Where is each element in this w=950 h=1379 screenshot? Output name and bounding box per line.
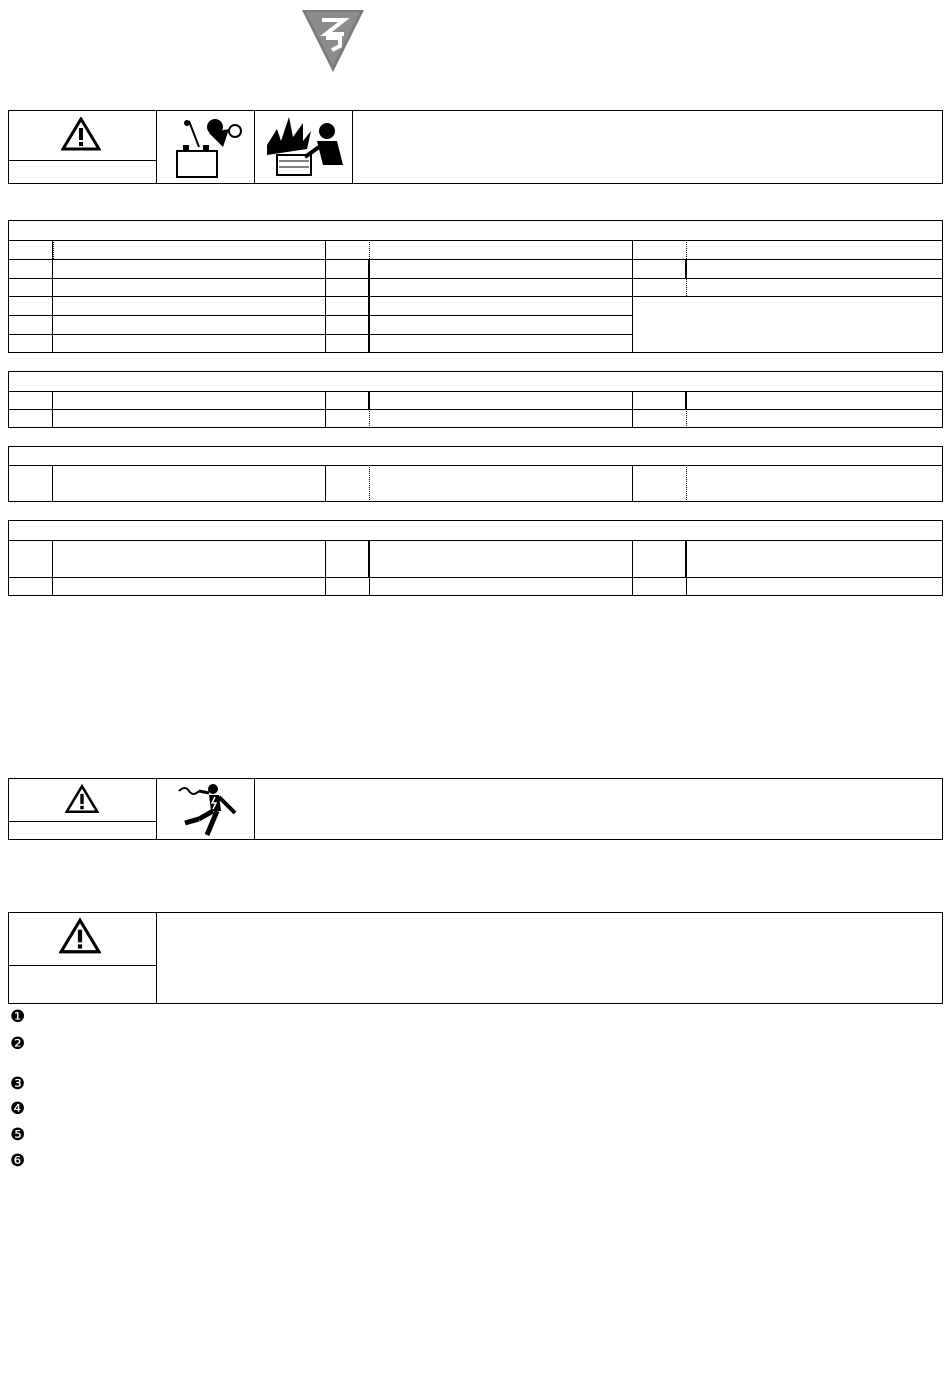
row-line — [9, 240, 942, 241]
col-line — [368, 540, 370, 577]
col-line — [325, 391, 326, 428]
warning-header-divider — [9, 965, 156, 966]
warning-triangle-icon — [61, 117, 101, 155]
col-line — [368, 259, 370, 353]
brand-logo-icon — [300, 8, 366, 74]
col-line — [685, 391, 687, 409]
warning-header-divider — [9, 821, 156, 822]
row-line — [9, 409, 942, 410]
col-line — [686, 409, 687, 428]
col-line — [686, 465, 687, 502]
step-marker-4: ❹ — [10, 1099, 26, 1119]
spec-table-3 — [8, 446, 943, 502]
col-line — [632, 240, 633, 353]
divider — [254, 111, 255, 183]
row-line — [9, 391, 942, 392]
step-marker-1: ❶ — [10, 1007, 26, 1027]
battery-acid-icon — [169, 117, 249, 183]
brand-logo — [300, 8, 366, 74]
col-line — [632, 465, 633, 502]
col-line — [369, 465, 370, 502]
col-line — [632, 540, 633, 596]
row-line — [9, 540, 942, 541]
row-line — [9, 315, 632, 316]
spec-table-1 — [8, 220, 943, 353]
col-line — [52, 540, 53, 596]
col-line — [368, 391, 370, 409]
warning-box-general — [8, 912, 943, 1004]
col-line — [369, 240, 370, 259]
spec-table-4 — [8, 520, 943, 596]
step-marker-6: ❻ — [10, 1151, 26, 1171]
warning-header-divider — [9, 160, 156, 161]
col-line — [52, 391, 53, 428]
steps-list — [0, 1007, 950, 1171]
col-line — [686, 240, 687, 259]
step-marker-2: ❷ — [10, 1034, 26, 1054]
row-line — [9, 259, 942, 260]
col-line — [369, 409, 370, 428]
col-line — [632, 391, 633, 428]
warning-box-battery — [8, 110, 943, 184]
divider — [156, 779, 157, 839]
col-line — [369, 577, 370, 596]
col-line — [325, 240, 326, 353]
divider — [156, 111, 157, 183]
explosion-icon — [263, 115, 349, 185]
step-marker-3: ❸ — [10, 1074, 26, 1094]
spec-table-2 — [8, 371, 943, 428]
step-marker-5: ❺ — [10, 1125, 26, 1145]
col-line — [52, 465, 53, 502]
col-line — [686, 577, 687, 596]
divider — [352, 111, 353, 183]
electric-shock-icon — [175, 783, 245, 841]
row-line — [9, 465, 942, 466]
warning-box-electric — [8, 778, 943, 840]
row-line — [9, 334, 632, 335]
row-line — [9, 577, 942, 578]
col-line — [325, 465, 326, 502]
warning-triangle-icon — [59, 917, 101, 959]
col-line — [685, 259, 687, 278]
col-line — [53, 240, 54, 259]
warning-triangle-icon — [65, 784, 99, 818]
row-line — [9, 296, 942, 297]
row-line — [9, 278, 942, 279]
col-line — [685, 540, 687, 577]
col-line — [686, 278, 687, 296]
divider — [254, 779, 255, 839]
col-line — [325, 540, 326, 596]
divider — [156, 913, 157, 1003]
